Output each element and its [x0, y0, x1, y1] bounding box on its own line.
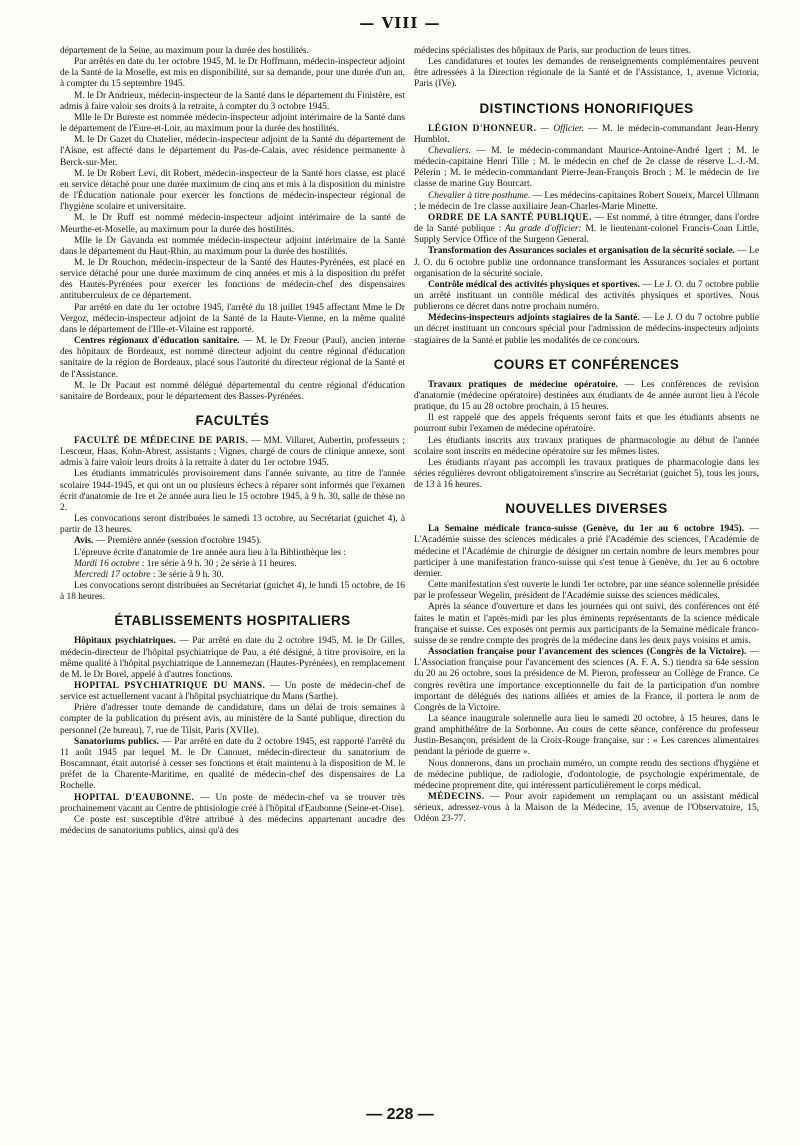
- paragraph-text: — Est nommé, à titre étranger, dans l'ordre de la Santé publique :: [414, 212, 759, 235]
- paragraph: La séance inaugurale solennelle aura lieu le samedi 20 octobre, à 15 heures, dans le grand amphithéâtre de la Sorbonne. Au cours de cette séance, conférence du professeur Justin-Besançon, président de la Croix-Rouge française, sur : « Les carences alimentaires pendant la période de guerre ».: [414, 713, 759, 758]
- section-heading-nouvelles: NOUVELLES DIVERSES: [505, 501, 668, 517]
- paragraph: Après la séance d'ouverture et dans les journées qui ont suivi, des conférences ont été faites le matin et l'après-midi par les plus éminents représentants de la science médicale française et suisse. Ces exposés ont permis aux participants de la Semaine médicale franco-suisse de se rendre compte des progrès de la médecine dans les deux pays voisins et amis.: [414, 602, 759, 646]
- paragraph: Les convocations seront distribuées le samedi 13 octobre, au Secrétariat (guichet 4), à partir de 13 heures.: [60, 514, 405, 536]
- paragraph: [60, 681, 405, 703]
- paragraph: [414, 213, 759, 246]
- paragraph-lead: Mardi 16 octobre: [74, 558, 140, 569]
- paragraph-text: — Première année (session d'octobre 1945).: [93, 536, 262, 547]
- paragraph: [60, 636, 405, 681]
- paragraph-ital: Au grade d'officier:: [504, 224, 582, 235]
- paragraph-text: — Pour avoir rapidement un remplaçant ou un assistant médical sérieux, adressez-vous à la Maison de la Médecine, 15, avenue de l'Observatoire, 15, Odéon 23-77.: [414, 792, 759, 825]
- paragraph: M. le Dr Robert Levi, dit Robert, médecin-inspecteur de la Santé hors classe, est placé en service détaché pour une durée maximum de cinq ans et mis à la disposition du ministre de l'Éducation nationale pour exercer les fonctions de médecin-inspecteur régional de l'hygiène scolaire et universitaire.: [60, 168, 405, 213]
- paragraph: Les étudiants immatriculés provisoirement dans l'année suivante, au titre de l'année scolaire 1944-1945, et qui ont un ou plusieurs échecs à réparer sont informés que l'examen écrit d'anatomie de 1re et 2e année aura lieu le 15 octobre 1945, à 9 h. 30, salle de thèse no 2.: [60, 469, 405, 513]
- section-heading-distinctions: DISTINCTIONS HONORIFIQUES: [479, 100, 694, 116]
- paragraph: Cette manifestation s'est ouverte le lundi 1er octobre, par une séance solennelle présidée par le professeur Wegelin, président de l'Académie suisse des sciences médicales.: [414, 580, 759, 602]
- paragraph: Les convocations seront distribuées au Secrétariat (guichet 4), le lundi 15 octobre, de 16 à 18 heures.: [60, 581, 405, 603]
- paragraph-text: — Par arrêté en date du 2 octobre 1945, est rapporté l'arrêté du 11 août 1945 par lequel M. le Dr Canouet, médecin-directeur du sanatorium de Boscamnant, était autorisé à cesser ses fonctions et était maintenu à la disposition de M. le préfet de la Charente-Maritime, en qualité de médecin-chef des dispensaires de La Rochelle.: [60, 736, 405, 792]
- paragraph: Par arrêté en date du 1er octobre 1945, l'arrêté du 18 juillet 1945 affectant Mme le Dr Vergoz, médecin-inspecteur adjoint de la Santé de la Haute-Vienne, en la même qualité dans le département de l'Ille-et-Vilaine est rapporté.: [60, 302, 405, 335]
- paragraph-text: — Le J. O. du 6 octobre publie une ordonnance transformant les Assurances sociales et portant organisation de la sécurité sociale.: [414, 246, 759, 279]
- page-header-roman: — VIII —: [359, 14, 441, 32]
- paragraph: M. le Dr Ruff est nommé médecin-inspecteur adjoint intérimaire de la santé de Meurthe-et-Moselle, au maximum pour la durée des hostilités.: [60, 213, 405, 235]
- paragraph-lead: FACULTÉ DE MÉDECINE DE PARIS.: [74, 436, 249, 446]
- paragraph: [60, 536, 405, 547]
- paragraph-lead: HOPITAL PSYCHIATRIQUE DU MANS.: [74, 680, 266, 691]
- paragraph-text: — Le J. O du 7 octobre publie un décret instituant un concours spécial pour l'admission de médecins-inspecteurs adjoints stagiaires de la Santé et publie les modalités de ce concours.: [414, 313, 759, 346]
- paragraph-lead: Médecins-inspecteurs adjoints stagiaires de la Santé.: [428, 313, 640, 324]
- paragraph: [414, 380, 759, 413]
- paragraph-lead: Centres régionaux d'éducation sanitaire.: [74, 336, 240, 347]
- paragraph: Les étudiants n'ayant pas accompli les travaux pratiques de pharmacologie dans les séries régulières devront obligatoirement s'inscrire au Secrétariat (guichet 5), tous les jours, de 13 à 16 heures.: [414, 457, 759, 491]
- paragraph-lead: Transformation des Assurances sociales et organisation de la sécurité sociale.: [428, 246, 735, 257]
- section-heading-cours: COURS ET CONFÉRENCES: [493, 356, 680, 372]
- page-number: — 228 —: [366, 1106, 434, 1123]
- paragraph: [414, 792, 759, 825]
- paragraph: [414, 280, 759, 313]
- right-column: [414, 46, 759, 1098]
- paragraph: M. le Dr Pacaut est nommé délégué départemental du centre régional d'éducation sanitaire de Bordeaux, pour le département des Basses-Pyrénées.: [60, 380, 405, 402]
- paragraph: [60, 793, 405, 815]
- paragraph: [60, 737, 405, 793]
- paragraph: [60, 570, 405, 581]
- paragraph-lead: ORDRE DE LA SANTÉ PUBLIQUE.: [428, 212, 592, 223]
- paragraph-text: — MM. Villaret, Aubertin, professeurs ; Lescœur, Haas, Kohn-Abrest, assistants ; Vignes, chargé de cours de clinique annexe, sont admis à faire valoir leurs droits à la retraite à dater du 1er octobre 1945.: [60, 436, 405, 469]
- paragraph-lead: Avis.: [74, 536, 94, 547]
- paragraph: [414, 146, 759, 191]
- paragraph: [414, 246, 759, 279]
- paragraph-lead: Chevalier à titre posthume.: [428, 190, 531, 201]
- paragraph: M. le Dr Rouchon, médecin-inspecteur de la Santé des Hautes-Pyrénées, est placé en service détaché pour une durée maximum de cinq années et mis à la disposition du préfet des Hautes-Pyrénées pour exercer les fonctions de médecin-chef des dispensaires antituberculeux de ce département.: [60, 257, 405, 302]
- paragraph: Les étudiants inscrits aux travaux pratiques de pharmacologie au début de l'année scolaire sont inscrits en médecine opératoire sur les mêmes listes.: [414, 435, 759, 457]
- paragraph-text: — M. le médecin-commandant Jean-Henry Humblot.: [414, 123, 759, 145]
- paragraph-text: — M. le Dr Freour (Paul), ancien interne des hôpitaux de Bordeaux, est nommé directeur adjoint du centre régional d'éducation sanitaire de la région de Bordeaux, placé sous l'autorité du directeur régional de la Santé et de l'Assistance.: [60, 336, 405, 380]
- paragraph-text: — Le J. O. du 7 octobre publie un arrêté instituant un contrôle médical des activités physiques et sportives. Nous publierons ce décret dans notre prochain numéro.: [414, 279, 759, 313]
- paragraph-text: — Un poste de médecin-chef de service est actuellement vacant à l'hôpital psychiatrique du Mans (Sarthe).: [60, 680, 405, 703]
- paragraph-lead: Sanatoriums publics.: [74, 736, 160, 747]
- paragraph-lead: La Semaine médicale franco-suisse (Genève, du 1er au 6 octobre 1945).: [428, 524, 744, 535]
- paragraph-lead: Association française pour l'avancement des sciences (Congrès de la Victoire).: [428, 647, 747, 658]
- paragraph-lead: LÉGION D'HONNEUR.: [428, 123, 537, 134]
- paragraph-ital: — Officier.: [536, 123, 584, 134]
- paragraph-text: — Un poste de médecin-chef va se trouver très prochainement vacant au Centre de phtisiologie créé à l'hôpital d'Eaubonne (Seine-et-Oise).: [60, 792, 405, 814]
- paragraph: département de la Seine, au maximum pour la durée des hostilités.: [60, 46, 309, 56]
- paragraph: Mlle le Dr Bureste est nommée médecin-inspecteur adjoint intérimaire de la Santé dans le département de l'Eure-et-Loir, au maximum pour la durée des hostilités.: [60, 112, 405, 135]
- paragraph-text: — Par arrêté en date du 2 octobre 1945, M. le Dr Gilles, médecin-directeur de l'hôpital psychiatrique de Pau, a été désigné, à titre provisoire, en la même qualité à l'hôpital psychiatrique de Lannemezan (Hautes-Pyrénées), en remplacement de M. le Dr Borel, appelé à d'autres fonctions.: [60, 636, 405, 680]
- paragraph: [414, 124, 759, 146]
- paragraph: Mlle le Dr Gavanda est nommée médecin-inspecteur adjoint intérimaire de la Santé dans le département du Haut-Rhin, au maximum pour la durée des hostilités.: [60, 235, 405, 257]
- paragraph: [414, 647, 759, 714]
- paragraph-text: — Les conférences de revision d'anatomie (médecine opératoire) destinées aux étudiants de 4e année auront lieu à l'école pratique, du 15 au 28 octobre prochain, à 15 heures.: [414, 379, 759, 413]
- paragraph-text: M. le lieutenant-colonel Francis-Coan Little, Supply Service Office of the Surgeon General.: [414, 224, 759, 246]
- paragraph-text: — Les médecins-capitaines Robert Soueix, Marcel Ullmann ; le médecin de 1re classe auxiliaire Jean-Charles-Marie Minette.: [414, 190, 759, 212]
- paragraph-text: — L'Association française pour l'avancement des sciences (A. F. A. S.) tiendra sa 64e session du 20 au 26 octobre, sous la présidence de M. Pieron, professeur au Collège de France. Ce congrès revêtira une importance exceptionnelle du fait de la participation d'un nombre important de délégués des nations alliées et amies de la France, il portera le nom de Congrès de la Victoire.: [414, 647, 759, 713]
- paragraph-lead: HOPITAL D'EAUBONNE.: [74, 792, 195, 803]
- paragraph: [60, 559, 405, 570]
- paragraph: M. le Dr Gazet du Chatelier, médecin-inspecteur adjoint de la Santé du département de l'Aisne, est affecté dans le département du Pas-de-Calais, avec résidence permanente à Berck-sur-Mer.: [60, 135, 405, 168]
- paragraph-text: : 1re série à 9 h. 30 ; 2e série à 11 heures.: [139, 558, 297, 569]
- paragraph: Il est rappelé que des appels fréquents seront faits et que les étudiants absents ne pourront subir l'examen de médecine opératoire.: [414, 413, 759, 435]
- paragraph: [60, 336, 405, 381]
- paragraph: Par arrêtés en date du 1er octobre 1945, M. le Dr Hoffmann, médecin-inspecteur adjoint de la Santé de la Moselle, est mis en disponibilité, sur sa demande, pour une durée d'un an, à compter du 15 septembre 1945.: [60, 57, 405, 90]
- paragraph: Prière d'adresser toute demande de candidature, dans un délai de trois semaines à compter de la publication du présent avis, au ministère de la Santé publique, direction du personnel (2e bureau), 7, rue de Tilsit, Paris (XVIIe).: [60, 703, 405, 736]
- paragraph: [414, 313, 759, 346]
- paragraph: médecins spécialistes des hôpitaux de Paris, sur production de leurs titres.: [414, 46, 692, 56]
- paragraph-lead: Travaux pratiques de médecine opératoire.: [428, 379, 618, 390]
- paragraph-text: : 3e série à 9 h. 30.: [150, 569, 224, 580]
- paragraph-lead: Hôpitaux psychiatriques.: [74, 636, 176, 647]
- paragraph-lead: Chevaliers.: [428, 145, 471, 156]
- section-heading-etablissements: ÉTABLISSEMENTS HOSPITALIERS: [114, 613, 351, 629]
- section-heading-facultes: FACULTÉS: [195, 413, 270, 428]
- left-column: [60, 46, 405, 1098]
- paragraph: L'épreuve écrite d'anatomie de 1re année aura lieu à la Bibliothèque les :: [74, 547, 347, 558]
- paragraph: M. le Dr Andrieux, médecin-inspecteur de la Santé dans le département du Finistère, est admis à faire valoir ses droits à la retraite, à compter du 3 octobre 1945.: [60, 90, 405, 112]
- paragraph: Ce poste est susceptible d'être attribué à des médecins appartenant aucadre des médecins de sanatoriums publics, ainsi qu'à des: [60, 814, 405, 836]
- paragraph-text: — L'Académie suisse des sciences médicales a prié l'Académie des sciences, l'Académie de médecine et l'Académie de chirurgie de désigner un certain nombre de leurs membres pour participer à une manifestation franco-suisse qui s'est tenue à Genève, du 1er au 6 octobre dernier.: [414, 524, 759, 579]
- paragraph: [60, 436, 405, 469]
- paragraph-lead: Mercredi 17 octobre: [74, 569, 151, 580]
- paragraph-text: — M. le médecin-commandant Maurice-Antoine-André Igert ; M. le médecin-capitaine Henri Tille ; M. le médecin en chef de 2e classe de réserve L.-J.-M. Pélerin ; M. le médecin-commandant Pierre-Jean-François Broch ; M. le médecin de 1re classe de marine Guy Bourcart.: [414, 145, 759, 190]
- paragraph-lead: MÉDECINS.: [428, 792, 485, 803]
- paragraph-lead: Contrôle médical des activités physiques et sportives.: [428, 279, 640, 290]
- paragraph: [414, 524, 759, 580]
- paragraph: Les candidatures et toutes les demandes de renseignements complémentaires peuvent être adressées à la Direction régionale de la Santé et de l'Assistance, 1, avenue Victoria, Paris (IVe).: [414, 57, 759, 90]
- paragraph: [414, 191, 759, 213]
- paragraph: Nous donnerons, dans un prochain numéro, un compte rendu des sections d'hygiène et de médecine publique, de radiologie, d'odontologie, de psychologie expérimentale, de médecine proprement dite, qui intéressent particulièrement le corps médical.: [414, 758, 759, 791]
